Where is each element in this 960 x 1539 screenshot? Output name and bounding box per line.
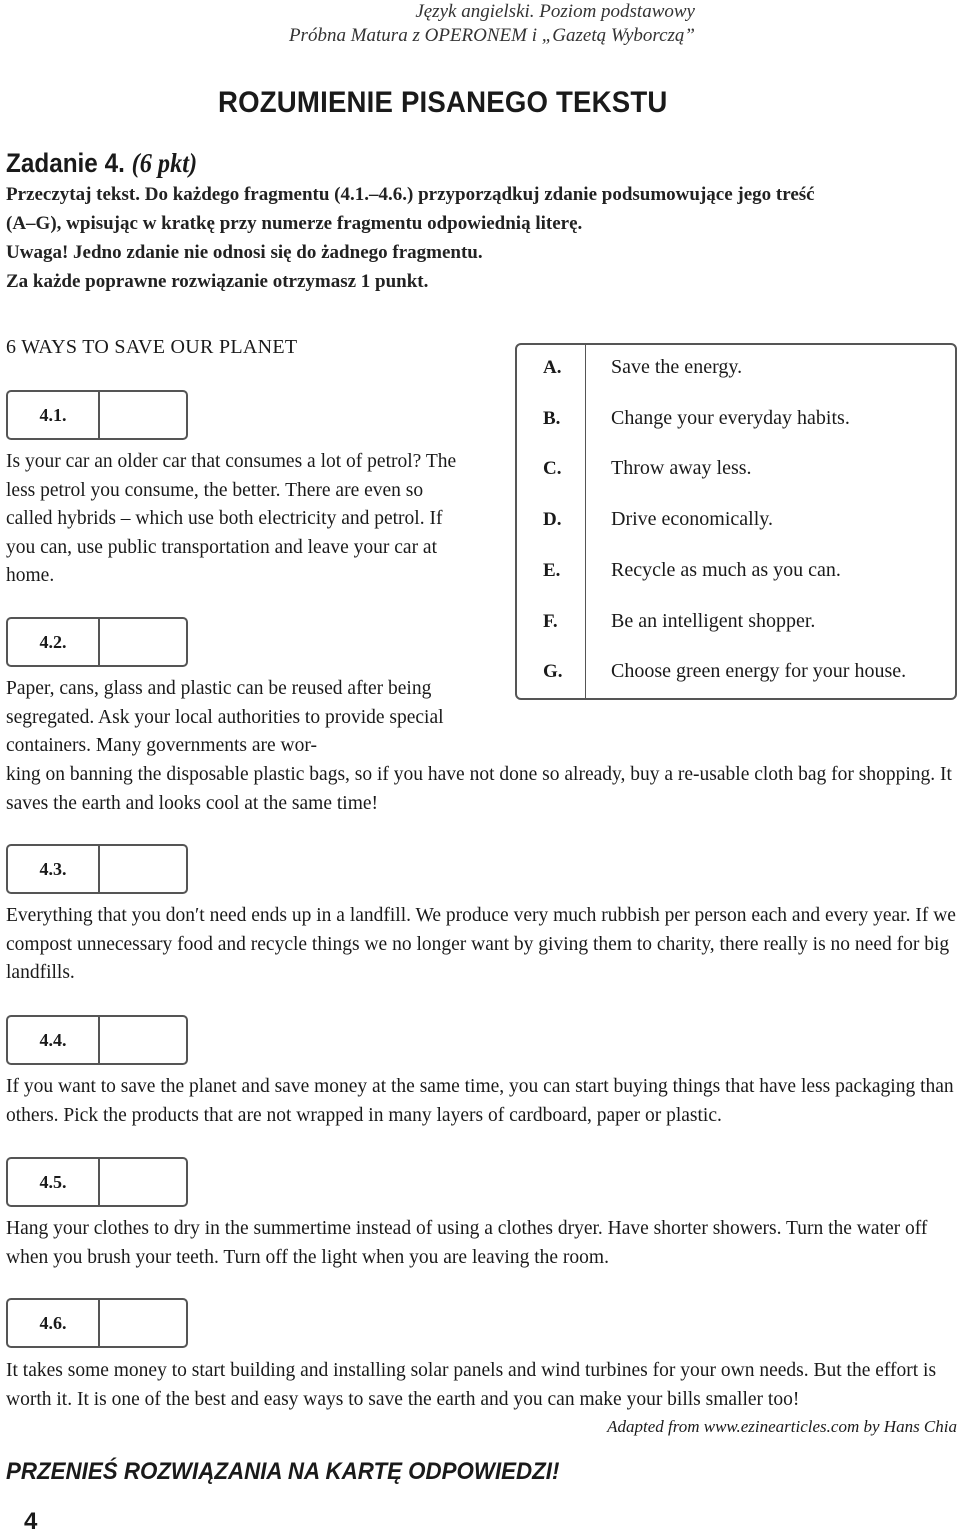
answer-cell[interactable] [98,392,100,438]
fragment-text-4-4: If you want to save the planet and save money at the same time, you can start buying things that have less packaging than others. Pick the products that are not wrapped in many layers of cardboard, paper or plastic. [6,1076,954,1126]
task-title [6,148,197,179]
answer-cell[interactable] [98,1300,100,1346]
option-text: Throw away less. [611,457,752,479]
answer-box-4-3 [6,844,188,894]
fragment-number: 4.3. [39,858,67,879]
task-points: (6 pkt) [131,148,198,178]
page-number: 4 [24,1508,38,1535]
answer-box-4-2 [6,617,188,667]
text-title: 6 WAYS TO SAVE OUR PLANET [6,336,298,358]
instruction-scoring: Za każde poprawne rozwiązanie otrzymasz 1 punkt. [6,271,429,292]
instruction-line: Przeczytaj tekst. Do każdego fragmentu (4.1.–4.6.) przyporządkuj zdanie podsumowujące jego treść [6,184,815,205]
answer-cell[interactable] [98,846,100,892]
answer-box-4-5 [6,1157,188,1207]
option-text: Choose green energy for your house. [611,660,907,682]
source-attribution: Adapted from www.ezinearticles.com by Hans Chia [607,1417,957,1436]
option-text: Save the energy. [611,356,743,378]
answer-box-4-1 [6,390,188,440]
header-exam: Próbna Matura z OPERONEM i „Gazetą Wyborczą” [288,25,695,46]
transfer-note: PRZENIEŚ ROZWIĄZANIA NA KARTĘ ODPOWIEDZI! [6,1458,560,1485]
option-letter: F. [543,611,558,632]
option-letter: G. [543,661,563,682]
option-text: Change your everyday habits. [611,407,850,429]
fragment-number: 4.6. [39,1312,67,1333]
fragment-number: 4.2. [39,631,67,652]
fragment-number: 4.1. [39,404,67,425]
instruction-line: (A–G), wpisując w kratkę przy numerze fragmentu odpowiednią literę. [6,213,583,234]
option-text: Drive economically. [611,508,773,530]
task-number: Zadanie 4. [6,148,125,178]
header-subject: Język angielski. Poziom podstawowy [415,1,695,22]
options-divider [585,345,586,698]
answer-box-4-4 [6,1015,188,1065]
option-text: Be an intelligent shopper. [611,610,816,632]
fragment-number: 4.5. [39,1171,67,1192]
answer-cell[interactable] [98,1159,100,1205]
option-letter: C. [543,458,562,479]
fragment-text-4-3: Everything that you don′t need ends up in a landfill. We produce very much rubbish per person each and every year. If we compost unnecessary food and recycle things we no longer want by giving them to charity, there really is no need for big landfills. [6,905,956,984]
options-box [515,343,957,700]
answer-box-4-6 [6,1298,188,1348]
option-letter: D. [543,509,562,530]
instruction-note: Uwaga! Jedno zdanie nie odnosi się do żadnego fragmentu. [6,242,483,263]
option-letter: E. [543,560,561,581]
fragment-number: 4.4. [39,1029,67,1050]
option-letter: B. [543,408,561,429]
fragment-text-4-5: Hang your clothes to dry in the summertime instead of using a clothes dryer. Have shorter showers. Turn the water off when you brush your teeth. Turn off the light when you are leaving the room. [6,1218,928,1268]
fragment-text-4-6: It takes some money to start building and installing solar panels and wind turbines for your own needs. But the effort is worth it. It is one of the best and easy ways to save the earth and you can make your bills smaller too! [6,1360,937,1410]
fragment-text-4-2: Paper, cans, glass and plastic can be reused after being segregated. Ask your local authorities to provide special containers. Many governments are wor- [6,678,444,757]
section-title: ROZUMIENIE PISANEGO TEKSTU [218,86,668,119]
answer-cell[interactable] [98,1017,100,1063]
option-letter: A. [543,357,562,378]
fragment-text-4-2-cont: king on banning the disposable plastic bags, so if you have not done so already, buy a re-usable cloth bag for shopping. It saves the earth and looks cool at the same time! [6,764,952,814]
fragment-text-4-1: Is your car an older car that consumes a lot of petrol? The less petrol you consume, the better. There are even so called hybrids – which use both electricity and petrol. If you can, use public transportation and leave your car at home. [6,451,457,587]
answer-cell[interactable] [98,619,100,665]
option-text: Recycle as much as you can. [611,559,841,581]
